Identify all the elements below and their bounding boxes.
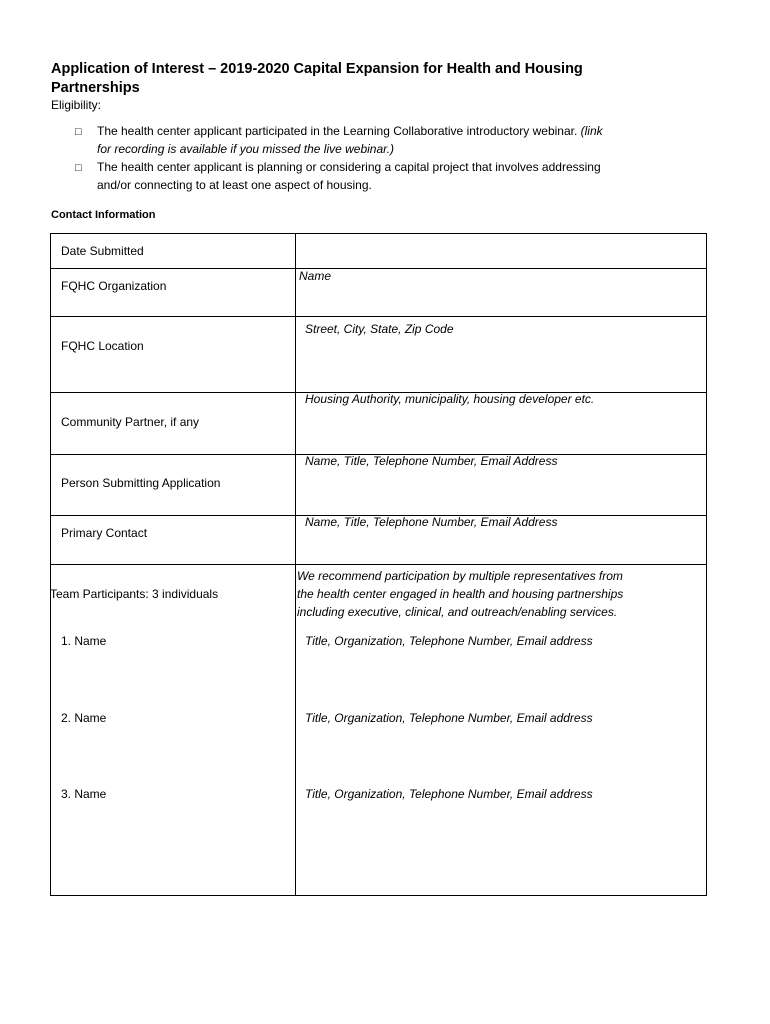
document-title: Application of Interest – 2019-2020 Capital Expansion for Health and Housing Partnerships xyxy=(51,61,583,96)
table-row-divider xyxy=(50,564,707,565)
table-row-divider xyxy=(50,316,707,317)
primary-contact-hint[interactable]: Name, Title, Telephone Number, Email Address xyxy=(305,515,558,529)
community-partner-label: Community Partner, if any xyxy=(61,415,200,429)
eligibility-item-1 xyxy=(97,122,657,158)
eligibility-item-1-italic: (link xyxy=(580,124,603,138)
participant-1-label: 1. Name xyxy=(61,634,107,648)
community-partner-hint[interactable]: Housing Authority, municipality, housing developer etc. xyxy=(305,392,595,406)
table-row-divider xyxy=(50,268,707,269)
date-submitted-label: Date Submitted xyxy=(61,244,144,258)
participant-3-hint[interactable]: Title, Organization, Telephone Number, Email address xyxy=(305,787,593,801)
checkbox-icon: □ xyxy=(75,162,82,174)
team-hint-line: the health center engaged in health and housing partnerships xyxy=(297,587,624,601)
fqhc-location-hint[interactable]: Street, City, State, Zip Code xyxy=(305,322,454,336)
participant-3-label: 3. Name xyxy=(61,787,107,801)
person-submitting-hint[interactable]: Name, Title, Telephone Number, Email Address xyxy=(305,454,558,468)
eligibility-item-2-text: The health center applicant is planning or considering a capital project that involves addressing xyxy=(97,160,601,174)
date-submitted-field[interactable] xyxy=(296,234,706,268)
team-participants-hint xyxy=(297,567,657,621)
person-submitting-label: Person Submitting Application xyxy=(61,476,221,490)
checkbox-icon: □ xyxy=(75,126,82,138)
team-hint-line: We recommend participation by multiple representatives from xyxy=(297,569,623,583)
eligibility-label: Eligibility: xyxy=(51,98,102,112)
participant-1-hint[interactable]: Title, Organization, Telephone Number, Email address xyxy=(305,634,593,648)
fqhc-organization-hint[interactable]: Name xyxy=(299,269,332,283)
eligibility-item-2 xyxy=(97,158,657,194)
eligibility-item-2-text-2: and/or connecting to at least one aspect of housing. xyxy=(97,178,372,192)
team-participants-label: Team Participants: 3 individuals xyxy=(50,587,219,601)
fqhc-location-label: FQHC Location xyxy=(61,339,144,353)
team-hint-line: including executive, clinical, and outreach/enabling services. xyxy=(297,605,618,619)
participant-2-label: 2. Name xyxy=(61,711,107,725)
participant-2-hint[interactable]: Title, Organization, Telephone Number, Email address xyxy=(305,711,593,725)
contact-heading: Contact Information xyxy=(51,209,156,221)
primary-contact-label: Primary Contact xyxy=(61,526,148,540)
eligibility-item-1-italic-2: for recording is available if you missed the live webinar.) xyxy=(97,142,395,156)
eligibility-item-1-text: The health center applicant participated in the Learning Collaborative introductory webinar. xyxy=(97,124,581,138)
fqhc-organization-label: FQHC Organization xyxy=(61,279,167,293)
